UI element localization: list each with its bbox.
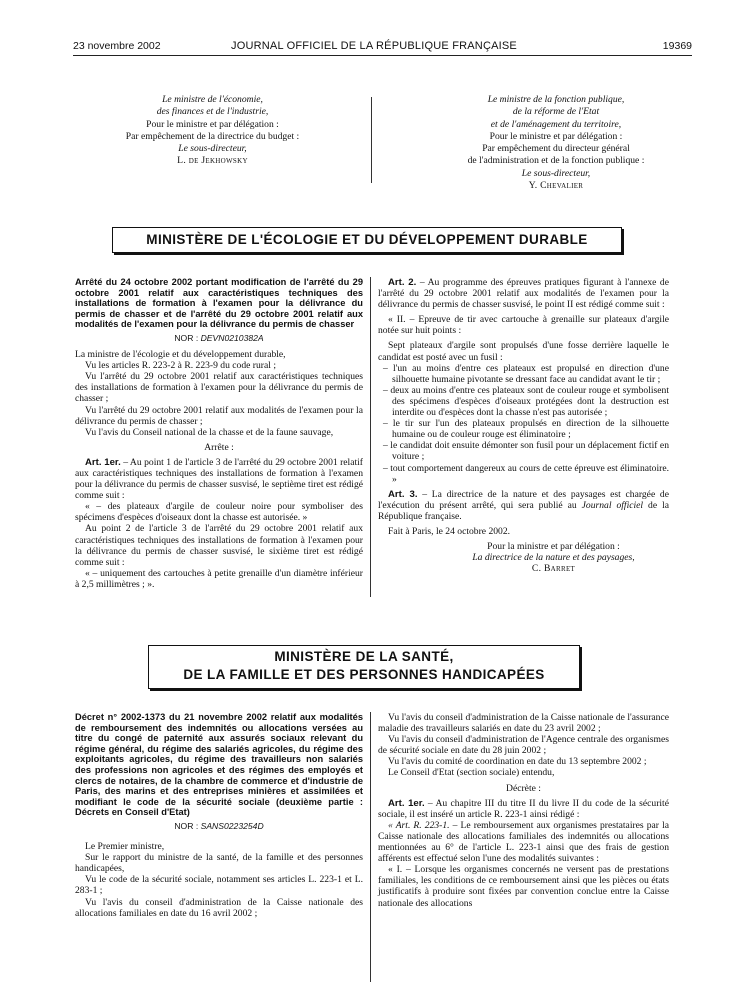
list-item: – le candidat doit ensuite démonter son fusil pour un déplacement fictif en voiture ; [383, 440, 669, 463]
paragraph: Vu l'arrêté du 29 octobre 2001 relatif aux modalités de l'examen pour la délivrance du permis de chasser ; [75, 404, 363, 427]
article-text: de la République française. [378, 499, 669, 522]
signature-line: des finances et de l'industrie, [156, 106, 269, 118]
article-label: « Art. R. 223-1. [388, 819, 450, 831]
paragraph: Vu l'avis du conseil d'administration de l'Agence centrale des organismes de sécurité sociale en date du 28 juin 2002 ; [378, 734, 669, 757]
fait-a-paris: Fait à Paris, le 24 octobre 2002. [388, 525, 511, 537]
paragraph: Vu les articles R. 223-2 à R. 223-9 du code rural ; [85, 360, 276, 372]
signature-line: Le sous-directeur, [178, 143, 247, 155]
article-text: – Au programme des épreuves pratiques figurant à l'annexe de l'arrêté du 29 octobre 2001 relatif aux modalités de l'examen pour la délivrance du permis de chasser susvisé, le point II est rédigé comme suit : [378, 277, 669, 311]
paragraph: Au point 2 de l'article 3 de l'arrêté du 29 octobre 2001 relatif aux caractéristiques techniques des installations de formation à l'examen pour la délivrance du permis de chasser susvisé, le sixième tiret est rédigé comme suit : [75, 523, 363, 568]
paragraph: Vu l'arrêté du 29 octobre 2001 relatif aux caractéristiques techniques des installations de formation à l'examen pour la délivrance du permis de chasser ; [75, 371, 363, 405]
paragraph: Le Conseil d'Etat (section sociale) entendu, [388, 767, 555, 779]
paragraph: Sur le rapport du ministre de la santé, de la famille et des personnes handicapées, [75, 852, 363, 875]
signature-line: de la réforme de l'Etat [512, 106, 600, 118]
column-divider [370, 277, 371, 597]
article-3 [378, 489, 669, 522]
signature-line: Le ministre de la fonction publique, [487, 94, 625, 105]
signature-line: Pour la ministre et par délégation : [487, 541, 620, 553]
list-item: – l'un au moins d'entre ces plateaux est propulsé en direction d'une silhouette humaine pivotante se dressant face au candidat avant le tir ; [383, 362, 669, 385]
article-text: – Au point 1 de l'article 3 de l'arrêté du 29 octobre 2001 relatif aux caractéristiques techniques des installations de formation à l'examen pour la délivrance du permis de chasser susvisé, le septième tiret est rédigé comme suit : [75, 456, 364, 502]
nor-code: DEVN0210382A [200, 332, 264, 343]
nor-code: SANS0223254D [200, 820, 264, 831]
signature-line: de l'administration et de la fonction publique : [467, 155, 645, 167]
decrete-word: Décrète : [506, 782, 541, 794]
paragraph: Vu l'avis du conseil d'administration de la Caisse nationale des allocations familiales en date du 16 avril 2002 ; [75, 896, 363, 919]
signature-block-left [60, 94, 365, 168]
signature-line: Par empêchement de la directrice du budget : [125, 130, 300, 142]
arrete-column-right [378, 277, 669, 574]
list-item: – deux au moins d'entre ces plateaux sont de couleur rouge et symbolisent des spécimens d'espèces d'oiseaux protégées dont la destruction est interdite ou d'espèces dont la chasse n'est pas autorisée ; [383, 384, 669, 419]
ministry-heading-sante [148, 645, 580, 689]
article-text: – Au chapitre III du titre II du livre II du code de la sécurité sociale, il est inséré un article R. 223-1 ainsi rédigé : [378, 797, 669, 820]
nor-label: NOR : [174, 820, 199, 831]
article-label: Art. 1er. [85, 456, 121, 468]
header-rule [73, 55, 692, 56]
signature-line: Par empêchement du directeur général [482, 143, 630, 155]
list-item: – le tir sur l'un des plateaux propulsés en direction de la silhouette humaine ou de couleur rouge est éliminatoire ; [383, 418, 669, 441]
article-label: Art. 2. [388, 277, 417, 288]
paragraph: « I. – Lorsque les organismes concernés ne versent pas de prestations familiales, les conditions de ce remboursement ainsi que les pièces ou états justificatifs à produire sont fixées par convention conclue entre la Caisse nationale des allocations [378, 864, 669, 909]
column-divider [370, 712, 371, 982]
paragraph: « II. – Epreuve de tir avec cartouche à grenaille sur plateaux d'argile notée sur huit points : [378, 314, 669, 337]
decret-title: Décret n° 2002-1373 du 21 novembre 2002 relatif aux modalités de remboursement des indemnités ou allocations versées au titre du congé de paternité aux assurés sociaux relevant du régime général, du régime des salariés agricoles, du régime des exploitants agricoles, du régime des travailleurs non salariés des professions non agricoles et des régimes des employés et clercs de notaires, de la chambre de commerce et d'industrie de Paris, des marins et des entreprises minières et assimilées et modifiant le code de la sécurité sociale (deuxième partie : Décrets en Conseil d'Etat) [75, 712, 363, 818]
journal-reference: Journal officiel [581, 499, 644, 511]
nor-reference [75, 333, 363, 344]
nor-label: NOR : [174, 332, 199, 343]
article-r223-1 [378, 820, 669, 864]
article-label: Art. 3. [388, 488, 418, 500]
paragraph: Vu l'avis du comité de coordination en date du 13 septembre 2002 ; [388, 756, 647, 768]
decret-column-left [75, 712, 363, 919]
paragraph: Vu l'avis du Conseil national de la chasse et de la faune sauvage, [85, 426, 334, 438]
signatory-name: C. Barret [531, 563, 576, 575]
signature-line: Le sous-directeur, [521, 167, 591, 179]
signature-line: Le ministre de l'économie, [162, 94, 263, 105]
signature-line: et de l'aménagement du territoire, [490, 118, 622, 130]
article-label: Art. 1er. [388, 797, 425, 809]
article-2 [378, 277, 669, 310]
signature-line: Pour le ministre et par délégation : [489, 130, 623, 142]
article-1 [75, 457, 363, 501]
arrete-column-left [75, 277, 363, 590]
paragraph: Sept plateaux d'argile sont propulsés d'une fosse derrière laquelle le candidat est posté avec un fusil : [378, 340, 669, 363]
article-1 [378, 798, 669, 820]
decret-column-right [378, 712, 669, 909]
paragraph: La ministre de l'écologie et du développement durable, [75, 349, 286, 361]
nor-reference [75, 821, 363, 832]
column-divider [371, 97, 372, 183]
signature-block-right [395, 94, 717, 192]
ministry-line: MINISTÈRE DE LA SANTÉ, [274, 649, 454, 664]
signatory-name: L. de Jekhowsky [177, 155, 248, 167]
list-item: – tout comportement dangereux au cours de cette épreuve est éliminatoire. » [383, 462, 669, 485]
quote: « – des plateaux d'argile de couleur noire pour symboliser des spécimens d'espèces d'oiseaux dont la chasse est autorisée. » [75, 501, 363, 524]
signatory-name: Y. Chevalier [528, 180, 584, 192]
paragraph: Vu l'avis du conseil d'administration de la Caisse nationale de l'assurance maladie des travailleurs salariés en date du 23 avril 2002 ; [378, 712, 669, 735]
quote: « – uniquement des cartouches à petite grenaille d'un diamètre inférieur à 2,5 millimètres ; ». [75, 567, 363, 590]
page-number: 19369 [662, 40, 692, 52]
ministry-line: DE LA FAMILLE ET DES PERSONNES HANDICAPÉES [183, 667, 545, 682]
article-text: – Le remboursement aux organismes prestataires par la Caisse nationale des allocations familiales des indemnités ou allocations mentionnées au 6° de l'article L. 223-1 ainsi que des frais de gestion afférents est effectué selon l'une des modalités suivantes : [378, 819, 669, 865]
ministry-heading-ecologie: MINISTÈRE DE L'ÉCOLOGIE ET DU DÉVELOPPEMENT DURABLE [112, 227, 622, 253]
arrete-title: Arrêté du 24 octobre 2002 portant modification de l'arrêté du 29 octobre 2001 relatif aux caractéristiques techniques des installations de formation à l'examen pour la délivrance du permis de chasser et de l'arrêté du 29 octobre 2001 relatif aux modalités de l'examen pour la délivrance du permis de chasser [75, 277, 363, 330]
signature-line: La directrice de la nature et des paysages, [472, 552, 635, 564]
paragraph: Vu le code de la sécurité sociale, notamment ses articles L. 223-1 et L. 283-1 ; [75, 874, 363, 897]
signature-line: Pour le ministre et par délégation : [146, 118, 279, 130]
paragraph: Le Premier ministre, [85, 841, 165, 853]
header-date: 23 novembre 2002 [73, 40, 161, 52]
arrete-word: Arrête : [204, 441, 234, 453]
article-text: – La directrice de la nature et des paysages est chargée de l'exécution du présent arrêté, qui sera publié au [378, 488, 669, 511]
journal-title: JOURNAL OFFICIEL DE LA RÉPUBLIQUE FRANÇAISE [231, 40, 517, 52]
